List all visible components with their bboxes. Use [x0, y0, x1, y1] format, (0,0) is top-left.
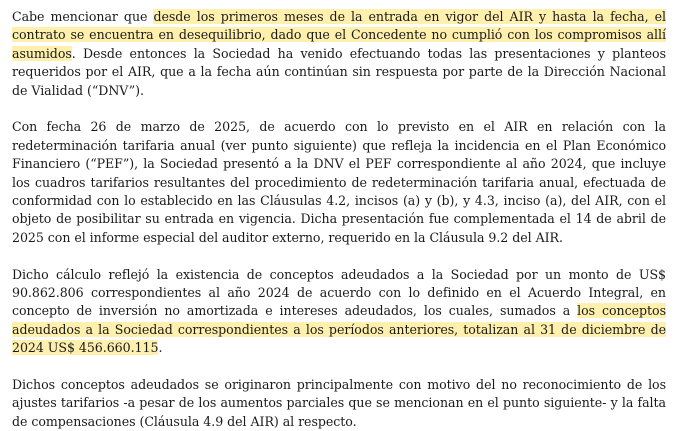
highlighted-text: desde los primeros meses de la entrada en vigor del AIR y hasta la fecha, el contrato se encuentra en desequilibrio, dado que el Concedente no cumplió con los compromisos allí asumidos [12, 9, 666, 61]
paragraph-1 [12, 8, 666, 100]
paragraph-3-text: Dicho cálculo reflejó la existencia de conceptos adeudados a la Sociedad por un monto de US$ 90.862.806 correspondientes al año 2024 de acuerdo con lo definido en el Acuerdo Integral, en concepto de inversión no amortizada e intereses adeudados, los cuales, sumados a [12, 266, 666, 319]
highlighted-text: los conceptos adeudados a la Sociedad correspondientes a los períodos anteriores, totalizan al 31 de diciembre de 2024 US$ 456.660.115 [12, 303, 666, 356]
paragraph-3-text: . [158, 340, 163, 356]
paragraph-1-text: Cabe mencionar que [12, 9, 154, 24]
paragraph-2 [12, 118, 666, 247]
paragraph-1-text: . Desde entonces la Sociedad ha venido efectuando todas las presentaciones y planteos requeridos por el AIR, que a la fecha aún continúan sin respuesta por parte de la Dirección Nacional de Vialidad (“DNV”). [12, 45, 666, 98]
paragraph-3 [12, 266, 666, 358]
paragraph-4 [12, 376, 666, 431]
paragraph-4-text: Dichos conceptos adeudados se originaron principalmente con motivo del no reconocimiento de los ajustes tarifarios -a pesar de los aumentos parciales que se mencionan en el punto siguiente- y la falta de compensaciones (Cláusula 4.9 del AIR) al respecto. [12, 377, 666, 429]
paragraph-2-text: Con fecha 26 de marzo de 2025, de acuerdo con lo previsto en el AIR en relación con la redeterminación tarifaria anual (ver punto siguiente) que refleja la incidencia en el Plan Económico Financiero (“PEF”), la Sociedad presentó a la DNV el PEF correspondiente al año 2024, que incluye los cuadros tarifarios resultantes del procedimiento de redeterminación tarifaria anual, efectuada de conformidad con lo establecido en las Cláusulas 4.2, incisos (a) y (b), y 4.3, inciso (a), del AIR, con el objeto de posibilitar su entrada en vigencia. Dicha presentación fue complementada el 14 de abril de 2025 con el informe especial del auditor externo, requerido en la Cláusula 9.2 del AIR. [12, 119, 666, 245]
